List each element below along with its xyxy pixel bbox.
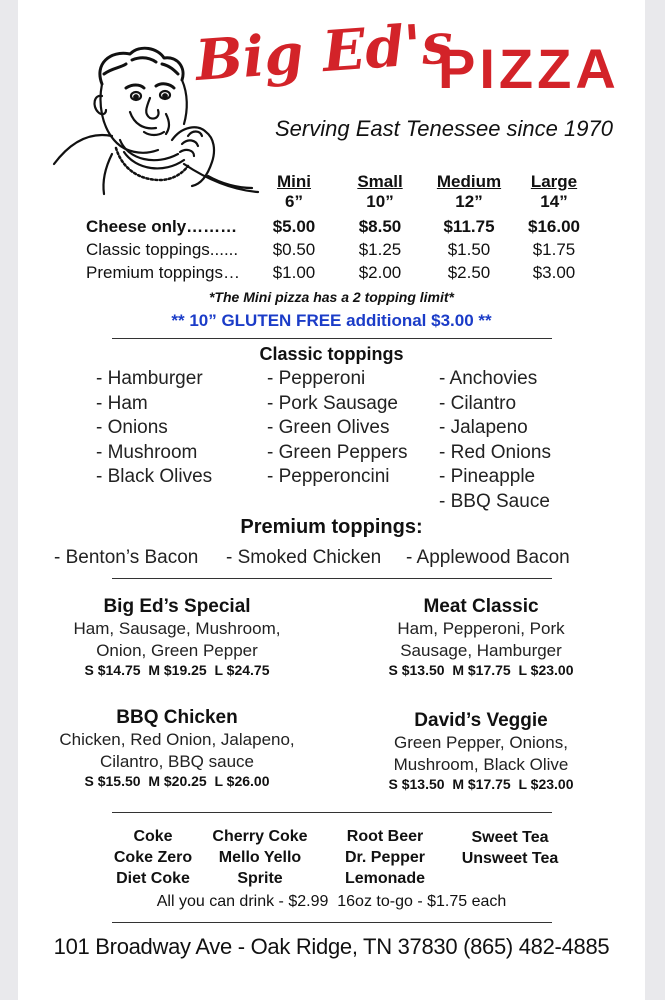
drinks-column-4 [452, 827, 568, 869]
drink-item: Sprite [237, 870, 283, 887]
drink-item: Mello Yello [218, 849, 302, 866]
special-description: Cilantro, BBQ sauce [99, 752, 254, 771]
drink-item: Coke Zero [113, 849, 193, 866]
price-premium-small: $2.00 [358, 263, 402, 282]
special-prices: S $14.75 M $19.25 L $24.75 [84, 662, 270, 678]
gluten-free-note: ** 10” GLUTEN FREE additional $3.00 ** [171, 311, 492, 330]
price-row-label-classic: Classic toppings...... [86, 240, 239, 259]
special-meat-classic [336, 596, 626, 678]
divider [112, 338, 552, 339]
size-name-medium: Medium [436, 172, 502, 191]
special-description: Onion, Green Pepper [96, 641, 258, 660]
topping-item: - Ham [96, 392, 148, 414]
size-inches-small: 10” [366, 192, 394, 211]
tagline: Serving East Tenessee since 1970 [275, 116, 613, 141]
mini-limit-note: *The Mini pizza has a 2 topping limit* [208, 289, 455, 305]
topping-item: - Pork Sausage [267, 392, 398, 414]
price-cheese-large: $16.00 [528, 217, 580, 236]
topping-item: - Jalapeno [439, 417, 528, 438]
classic-toppings-title: Classic toppings [259, 344, 404, 364]
topping-item: - Cilantro [439, 392, 517, 414]
drink-pricing: All you can drink - $2.99 16oz to-go - $1.75 each [156, 893, 507, 910]
price-classic-large: $1.75 [532, 240, 576, 259]
special-name: Big Ed’s Special [103, 596, 251, 617]
special-name: David’s Veggie [414, 710, 548, 731]
price-premium-mini: $1.00 [272, 263, 316, 282]
price-cheese-small: $8.50 [358, 217, 402, 236]
drink-item: Lemonade [344, 870, 425, 887]
footer-address: 101 Broadway Ave - Oak Ridge, TN 37830 (865) 482-4885 [53, 934, 610, 959]
special-description: Chicken, Red Onion, Jalapeno, [59, 730, 295, 749]
special-description: Green Pepper, Onions, [394, 733, 568, 752]
classic-toppings-column-3 [439, 367, 551, 514]
topping-item: - Onions [96, 417, 168, 438]
price-classic-mini: $0.50 [272, 240, 316, 259]
logo-script: Big Ed's [193, 10, 456, 94]
drinks-column-2 [202, 826, 318, 889]
premium-topping-item: - Smoked Chicken [226, 547, 382, 568]
special-prices: S $15.50 M $20.25 L $26.00 [84, 773, 270, 789]
special-description: Ham, Sausage, Mushroom, [73, 619, 281, 638]
drinks-column-1 [98, 826, 208, 889]
topping-item: - Pineapple [439, 466, 536, 487]
special-description: Ham, Pepperoni, Pork [397, 619, 565, 638]
menu-page [18, 0, 645, 1000]
divider [112, 812, 552, 813]
special-name: Meat Classic [423, 596, 539, 617]
drink-item: Cherry Coke [212, 828, 308, 845]
topping-item: - BBQ Sauce [439, 490, 550, 512]
price-cheese-mini: $5.00 [272, 217, 316, 236]
premium-topping-item: - Applewood Bacon [406, 547, 570, 568]
size-name-small: Small [357, 172, 403, 191]
topping-item: - Red Onions [439, 441, 551, 463]
size-inches-medium: 12” [455, 192, 483, 211]
drink-item: Diet Coke [116, 870, 190, 887]
topping-item: - Green Olives [267, 417, 390, 438]
premium-toppings-title: Premium toppings: [240, 516, 423, 538]
price-row-label-premium: Premium toppings… [86, 263, 241, 282]
topping-item: - Green Peppers [267, 441, 408, 463]
price-premium-large: $3.00 [532, 263, 576, 282]
classic-toppings-column-2 [267, 367, 407, 490]
topping-item: - Pepperoncini [267, 466, 390, 487]
special-prices: S $13.50 M $17.75 L $23.00 [388, 776, 574, 792]
topping-item: - Mushroom [96, 441, 198, 463]
divider [112, 578, 552, 579]
special-description: Mushroom, Black Olive [393, 755, 569, 774]
special-name: BBQ Chicken [116, 707, 238, 728]
size-name-large: Large [530, 172, 578, 191]
topping-item: - Anchovies [439, 368, 538, 389]
logo-word: PIZZA [438, 37, 620, 100]
drink-item: Coke [133, 828, 173, 845]
special-davids-veggie [336, 710, 626, 792]
size-inches-large: 14” [540, 192, 568, 211]
drink-item: Unsweet Tea [461, 850, 559, 867]
price-cheese-medium: $11.75 [443, 217, 495, 236]
special-description: Sausage, Hamburger [400, 641, 562, 660]
drinks-column-3 [330, 826, 440, 889]
topping-item: - Black Olives [96, 466, 213, 487]
special-prices: S $13.50 M $17.75 L $23.00 [388, 662, 574, 678]
size-inches-mini: 6” [285, 192, 303, 211]
divider [112, 922, 552, 923]
premium-topping-item: - Benton’s Bacon [54, 547, 199, 568]
size-name-mini: Mini [277, 172, 311, 191]
topping-item: - Hamburger [96, 368, 203, 389]
price-row-label-cheese: Cheese only……… [86, 217, 238, 236]
drink-item: Sweet Tea [471, 829, 549, 846]
price-premium-medium: $2.50 [447, 263, 491, 282]
price-classic-small: $1.25 [358, 240, 402, 259]
topping-item: - Pepperoni [267, 368, 366, 389]
drink-item: Root Beer [346, 828, 424, 845]
drink-item: Dr. Pepper [344, 849, 426, 866]
classic-toppings-column-1 [96, 367, 212, 490]
special-bbq-chicken [32, 707, 322, 789]
special-big-eds [32, 596, 322, 678]
price-classic-medium: $1.50 [447, 240, 491, 259]
